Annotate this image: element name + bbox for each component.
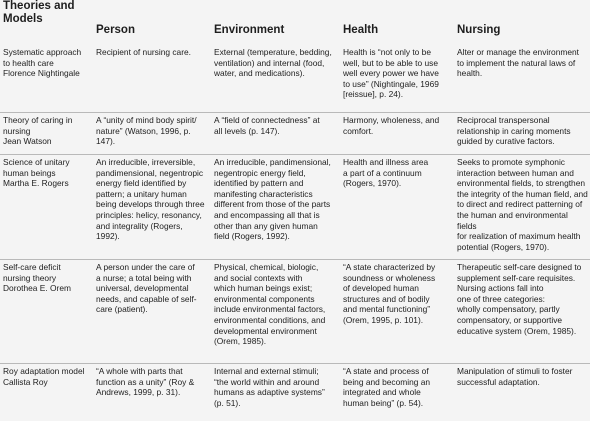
cell-nursing: Manipulation of stimuli to foster successful adaptation.	[457, 366, 573, 387]
cell-nursing: Therapeutic self-care designed to supplement self-care requisites. Nursing actions fall into one of three categories: wholly compensatory, partly compensatory, or supportive educative system (Orem, 1985).	[457, 262, 582, 336]
header-theories: Theories and Models	[3, 0, 75, 25]
header-person: Person	[96, 24, 135, 36]
cell-person: A “unity of mind body spirit/ nature” (Watson, 1996, p. 147).	[96, 115, 197, 147]
cell-nursing: Alter or manage the environment to implement the natural laws of health.	[457, 47, 579, 79]
cell-environment: Physical, chemical, biologic, and social contexts with which human beings exist; environmental components include environmental factors, environmental conditions, and developmental environment (Orem, 1985).	[214, 262, 326, 347]
cell-environment: An irreducible, pandimensional, negentropic energy field, identified by pattern and manifesting characteristics different from those of the parts and encompassing all that is other than any given human field (Rogers, 1992).	[214, 157, 331, 242]
table-row	[0, 112, 590, 155]
cell-nursing: Reciprocal transpersonal relationship in caring moments guided by curative factors.	[457, 115, 571, 147]
header-environment: Environment	[214, 24, 285, 36]
header-health: Health	[343, 24, 379, 36]
cell-health: Health and illness area a part of a continuum (Rogers, 1970).	[343, 157, 429, 189]
table-row	[0, 45, 590, 109]
cell-theory: Systematic approach to health care Florence Nightingale	[3, 47, 82, 79]
header-row	[0, 0, 590, 47]
cell-health: “A state and process of being and becoming an integrated and whole human being” (p. 54).	[343, 366, 431, 408]
table-row	[0, 154, 590, 252]
cell-theory: Roy adaptation model Callista Roy	[3, 366, 85, 387]
cell-theory: Science of unitary human beings Martha E. Rogers	[3, 157, 70, 189]
cell-environment: External (temperature, bedding, ventilation) and internal (food, water, and medications).	[214, 47, 332, 79]
cell-health: “A state characterized by soundness or wholeness of developed human structures and of bodily and mental functioning” (Orem, 1995, p. 101).	[343, 262, 436, 325]
cell-environment: A “field of connectedness” at all levels (p. 147).	[214, 115, 320, 136]
cell-health: Health is “not only to be well, but to be able to use well every power we have to use” (Nightingale, 1969 [reissue], p. 24).	[343, 47, 439, 100]
cell-environment: Internal and external stimuli; “the world within and around humans as adaptive systems” (p. 51).	[214, 366, 325, 408]
cell-person: Recipient of nursing care.	[96, 47, 191, 57]
cell-health: Harmony, wholeness, and comfort.	[343, 115, 440, 136]
cell-nursing: Seeks to promote symphonic interaction between human and environmental fields, to strengthen the integrity of the human field, and to direct and redirect patterning of the human and environmental fields for realization of maximum health potential (Rogers, 1970).	[457, 157, 588, 252]
header-nursing: Nursing	[457, 24, 501, 36]
table-row	[0, 363, 590, 420]
cell-theory: Self-care deficit nursing theory Dorothea E. Orem	[3, 262, 71, 294]
cell-person: A person under the care of a nurse; a total being with universal, developmental needs, and capable of self- care (patient).	[96, 262, 197, 315]
table-row	[0, 259, 590, 350]
cell-person: “A whole with parts that function as a unity” (Roy & Andrews, 1999, p. 31).	[96, 366, 195, 398]
cell-theory: Theory of caring in nursing Jean Watson	[3, 115, 73, 147]
cell-person: An irreducible, irreversible, pandimensional, negentropic energy field identified by pattern; a unitary human being develops through three principles: helicy, resonancy, and integrality (Rogers, 1992).	[96, 157, 205, 242]
